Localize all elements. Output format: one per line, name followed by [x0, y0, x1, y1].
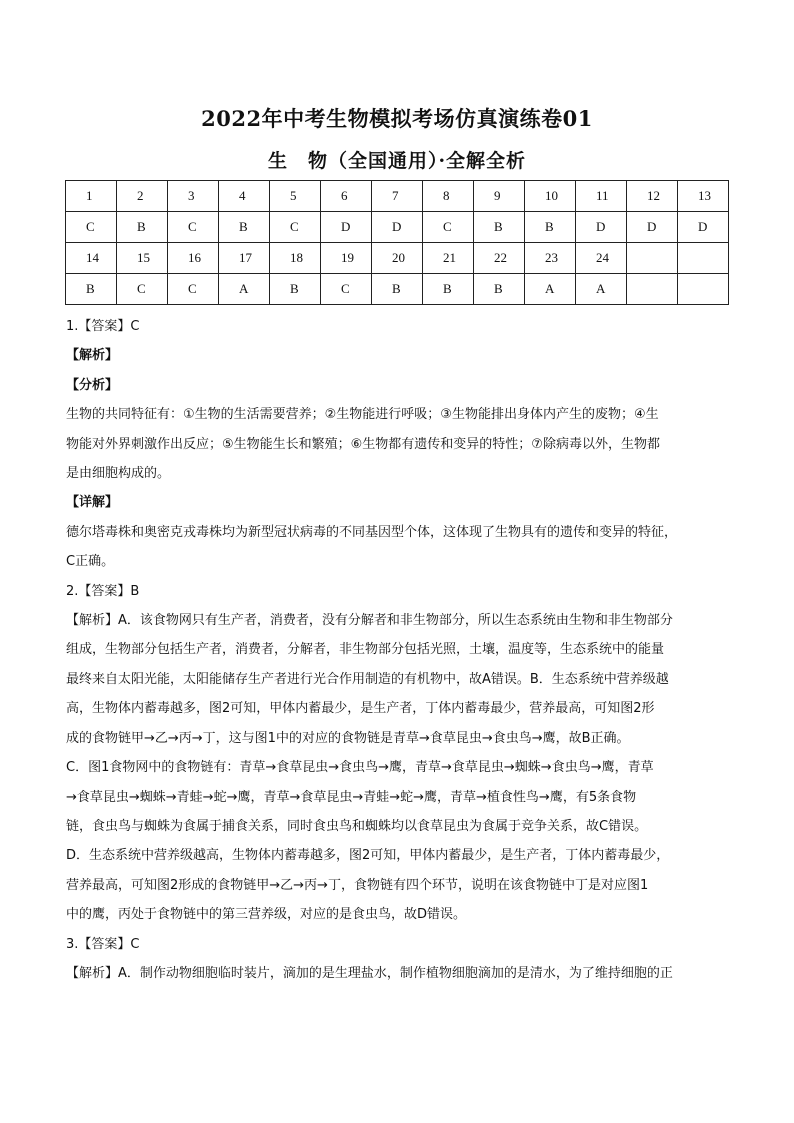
question-number-cell: 7 — [372, 181, 423, 212]
question-number-cell: 10 — [525, 181, 576, 212]
question-number-cell: 2 — [117, 181, 168, 212]
question-number-cell: 16 — [168, 243, 219, 274]
question-number-cell — [627, 243, 678, 274]
q2-line-1: 【解析】A．该食物网只有生产者，消费者，没有分解者和非生物部分，所以生态系统由生物和非生物部分 — [66, 613, 673, 629]
answer-letter-cell: C — [321, 274, 372, 305]
answer-letter-cell: C — [66, 212, 117, 243]
q1-answer: 1.【答案】C — [66, 319, 140, 334]
question-number-cell: 17 — [219, 243, 270, 274]
answer-letter-cell: B — [270, 274, 321, 305]
q2-line-4: 高，生物体内蓄毒越多，图2可知，甲体内蓄最少，是生产者，丁体内蓄毒最少，营养最高，可知图2形 — [66, 701, 655, 717]
page-subtitle: 生 物（全国通用）·全解全析 — [267, 150, 527, 172]
answer-letter-cell: D — [321, 212, 372, 243]
q2-answer: 2.【答案】B — [66, 583, 140, 599]
q1-fenxi-tag: 【分析】 — [66, 377, 119, 393]
q3-line-1: 【解析】A．制作动物细胞临时装片，滴加的是生理盐水，制作植物细胞滴加的是清水，为了维持细胞的正 — [66, 965, 673, 981]
q1-jiexi-tag: 【解析】 — [66, 348, 119, 364]
solution-content — [66, 312, 730, 988]
q2-line-8: 链，食虫鸟与蜘蛛为食属于捕食关系，同时食虫鸟和蜘蛛均以食草昆虫为食属于竞争关系，故C错误。 — [66, 818, 648, 834]
answer-letter-cell: D — [372, 212, 423, 243]
question-number-cell: 12 — [627, 181, 678, 212]
question-number-cell: 24 — [576, 243, 627, 274]
answer-letter-cell: C — [423, 212, 474, 243]
answer-table-number-row — [66, 181, 729, 212]
answer-letter-cell: D — [576, 212, 627, 243]
q1-fenxi-line-3: 是由细胞构成的。 — [66, 466, 171, 482]
q1-xiangjie-line-2: C正确。 — [66, 554, 115, 570]
answer-table — [65, 180, 729, 305]
answer-letter-cell: D — [678, 212, 729, 243]
answer-letter-cell: D — [627, 212, 678, 243]
q2-line-5: 成的食物链甲→乙→丙→丁，这与图1中的对应的食物链是青草→食草昆虫→食虫鸟→鹰，故B正确。 — [66, 730, 630, 746]
answer-letter-cell: B — [219, 212, 270, 243]
answer-letter-cell: C — [270, 212, 321, 243]
answer-letter-cell: C — [168, 274, 219, 305]
answer-table-body — [66, 181, 729, 305]
question-number-cell: 8 — [423, 181, 474, 212]
answer-letter-cell — [678, 274, 729, 305]
q2-line-3: 最终来自太阳光能，太阳能储存生产者进行光合作用制造的有机物中，故A错误。B．生态系统中营养级越 — [66, 671, 669, 687]
answer-letter-cell — [627, 274, 678, 305]
q2-line-2: 组成，生物部分包括生产者，消费者，分解者，非生物部分包括光照，土壤，温度等，生态系统中的能量 — [66, 642, 665, 658]
q2-line-10: 营养最高，可知图2形成的食物链甲→乙→丙→丁，食物链有四个环节，说明在该食物链中丁是对应图1 — [66, 877, 649, 893]
question-number-cell: 21 — [423, 243, 474, 274]
question-number-cell: 20 — [372, 243, 423, 274]
answer-letter-cell: B — [525, 212, 576, 243]
question-number-cell: 13 — [678, 181, 729, 212]
answer-letter-cell: B — [66, 274, 117, 305]
question-number-cell: 6 — [321, 181, 372, 212]
question-number-cell: 9 — [474, 181, 525, 212]
answer-letter-cell: A — [576, 274, 627, 305]
answer-letter-cell: C — [168, 212, 219, 243]
q1-fenxi-line-2: 物能对外界刺激作出反应；⑤生物能生长和繁殖；⑥生物都有遗传和变异的特性；⑦除病毒以外，生物都 — [66, 436, 660, 452]
answer-letter-cell: B — [474, 212, 525, 243]
question-number-cell: 14 — [66, 243, 117, 274]
q1-xiangjie-line-1: 德尔塔毒株和奥密克戎毒株均为新型冠状病毒的不同基因型个体，这体现了生物具有的遗传和变异的特征， — [66, 524, 678, 540]
question-number-cell: 19 — [321, 243, 372, 274]
page-title: 2022年中考生物模拟考场仿真演练卷01 — [201, 106, 593, 131]
question-number-cell: 23 — [525, 243, 576, 274]
answer-letter-cell: A — [219, 274, 270, 305]
answer-letter-cell: A — [525, 274, 576, 305]
q2-line-9: D．生态系统中营养级越高，生物体内蓄毒越多，图2可知，甲体内蓄最少，是生产者，丁体内蓄毒最少， — [66, 848, 670, 864]
answer-letter-cell: B — [372, 274, 423, 305]
question-number-cell — [678, 243, 729, 274]
q3-answer: 3.【答案】C — [66, 936, 140, 952]
question-number-cell: 3 — [168, 181, 219, 212]
question-number-cell: 11 — [576, 181, 627, 212]
q1-xiangjie-tag: 【详解】 — [66, 495, 119, 511]
question-number-cell: 18 — [270, 243, 321, 274]
question-number-cell: 4 — [219, 181, 270, 212]
answer-table-answer-row — [66, 274, 729, 305]
answer-letter-cell: C — [117, 274, 168, 305]
answer-letter-cell: B — [117, 212, 168, 243]
q1-fenxi-line-1: 生物的共同特征有：①生物的生活需要营养；②生物能进行呼吸；③生物能排出身体内产生的废物；④生 — [66, 407, 659, 423]
answer-table-number-row — [66, 243, 729, 274]
question-number-cell: 22 — [474, 243, 525, 274]
question-number-cell: 15 — [117, 243, 168, 274]
q2-line-7: →食草昆虫→蜘蛛→青蛙→蛇→鹰，青草→食草昆虫→青蛙→蛇→鹰，青草→植食性鸟→鹰，有5条食物 — [66, 789, 637, 805]
answer-letter-cell: B — [423, 274, 474, 305]
answer-letter-cell: B — [474, 274, 525, 305]
question-number-cell: 5 — [270, 181, 321, 212]
question-number-cell: 1 — [66, 181, 117, 212]
q2-line-11: 中的鹰，丙处于食物链中的第三营养级，对应的是食虫鸟，故D错误。 — [66, 907, 467, 923]
answer-table-answer-row — [66, 212, 729, 243]
q2-line-6: C．图1食物网中的食物链有：青草→食草昆虫→食虫鸟→鹰，青草→食草昆虫→蜘蛛→食虫鸟→鹰，青草 — [66, 760, 654, 776]
